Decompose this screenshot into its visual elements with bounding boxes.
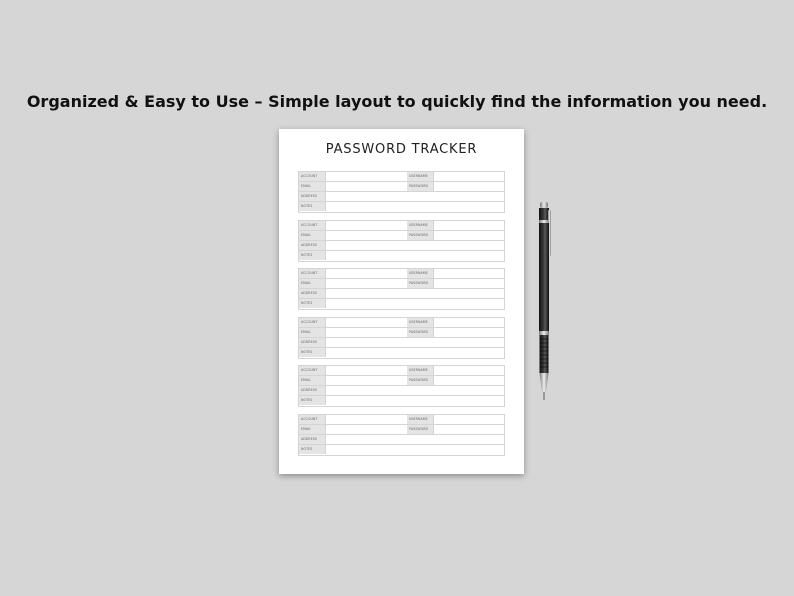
address-field [325,386,504,395]
address-label: ADDRESS [299,192,325,201]
account-field [325,172,407,181]
email-label: EMAIL [299,328,325,337]
email-field [325,376,407,385]
address-field [325,192,504,201]
address-field [325,338,504,347]
address-field [325,241,504,250]
entry-row [299,396,504,406]
account-field [325,269,407,278]
account-label: ACCOUNT [299,221,325,230]
username-field [433,221,504,230]
entry-row [299,435,504,445]
notes-field [325,299,504,308]
username-field [433,172,504,181]
entry-row [299,192,504,202]
email-field [325,231,407,240]
entry-row [299,318,504,328]
notes-label: NOTES [299,348,325,357]
email-label: EMAIL [299,376,325,385]
entry-row [299,172,504,182]
password-label: PASSWORD [407,376,433,385]
notes-field [325,445,504,454]
entry-row [299,386,504,396]
password-field [433,425,504,434]
address-field [325,435,504,444]
notes-field [325,396,504,405]
entry-row [299,231,504,241]
entry-group [298,365,505,407]
entry-row [299,299,504,309]
password-label: PASSWORD [407,328,433,337]
address-label: ADDRESS [299,241,325,250]
entry-group [298,317,505,359]
entry-row [299,289,504,299]
entry-row [299,338,504,348]
email-field [325,279,407,288]
email-label: EMAIL [299,231,325,240]
username-label: USERNAME [407,269,433,278]
notes-label: NOTES [299,202,325,211]
username-label: USERNAME [407,318,433,327]
password-label: PASSWORD [407,182,433,191]
address-field [325,289,504,298]
username-field [433,269,504,278]
entry-row [299,221,504,231]
username-field [433,415,504,424]
account-field [325,221,407,230]
username-label: USERNAME [407,221,433,230]
entry-row [299,202,504,212]
username-label: USERNAME [407,172,433,181]
entry-group [298,171,505,213]
email-label: EMAIL [299,182,325,191]
account-label: ACCOUNT [299,269,325,278]
account-label: ACCOUNT [299,415,325,424]
password-field [433,231,504,240]
entry-row [299,328,504,338]
entry-row [299,445,504,455]
entry-row [299,425,504,435]
email-field [325,425,407,434]
pen-icon [533,202,557,406]
account-label: ACCOUNT [299,318,325,327]
password-label: PASSWORD [407,425,433,434]
account-field [325,318,407,327]
email-label: EMAIL [299,279,325,288]
username-label: USERNAME [407,366,433,375]
account-label: ACCOUNT [299,366,325,375]
email-field [325,328,407,337]
entry-row [299,251,504,261]
sheet-title: PASSWORD TRACKER [325,142,478,157]
address-label: ADDRESS [299,289,325,298]
address-label: ADDRESS [299,435,325,444]
email-field [325,182,407,191]
entry-row [299,269,504,279]
entry-row [299,279,504,289]
entry-row [299,348,504,358]
password-field [433,376,504,385]
entry-group [298,220,505,262]
entry-row [299,366,504,376]
address-label: ADDRESS [299,338,325,347]
username-field [433,366,504,375]
entry-row [299,182,504,192]
headline-top: Organized & Easy to Use – Simple layout to quickly find the information you need. [26,92,768,111]
account-label: ACCOUNT [299,172,325,181]
notes-field [325,348,504,357]
entry-group [298,268,505,310]
notes-field [325,251,504,260]
notes-label: NOTES [299,396,325,405]
notes-label: NOTES [299,445,325,454]
password-field [433,279,504,288]
entry-group [298,414,505,456]
notes-label: NOTES [299,251,325,260]
email-label: EMAIL [299,425,325,434]
address-label: ADDRESS [299,386,325,395]
notes-label: NOTES [299,299,325,308]
entry-row [299,241,504,251]
account-field [325,415,407,424]
entry-row [299,415,504,425]
entry-row [299,376,504,386]
account-field [325,366,407,375]
username-label: USERNAME [407,415,433,424]
notes-field [325,202,504,211]
password-field [433,328,504,337]
username-field [433,318,504,327]
password-field [433,182,504,191]
password-label: PASSWORD [407,231,433,240]
password-label: PASSWORD [407,279,433,288]
password-tracker-sheet [279,129,524,474]
